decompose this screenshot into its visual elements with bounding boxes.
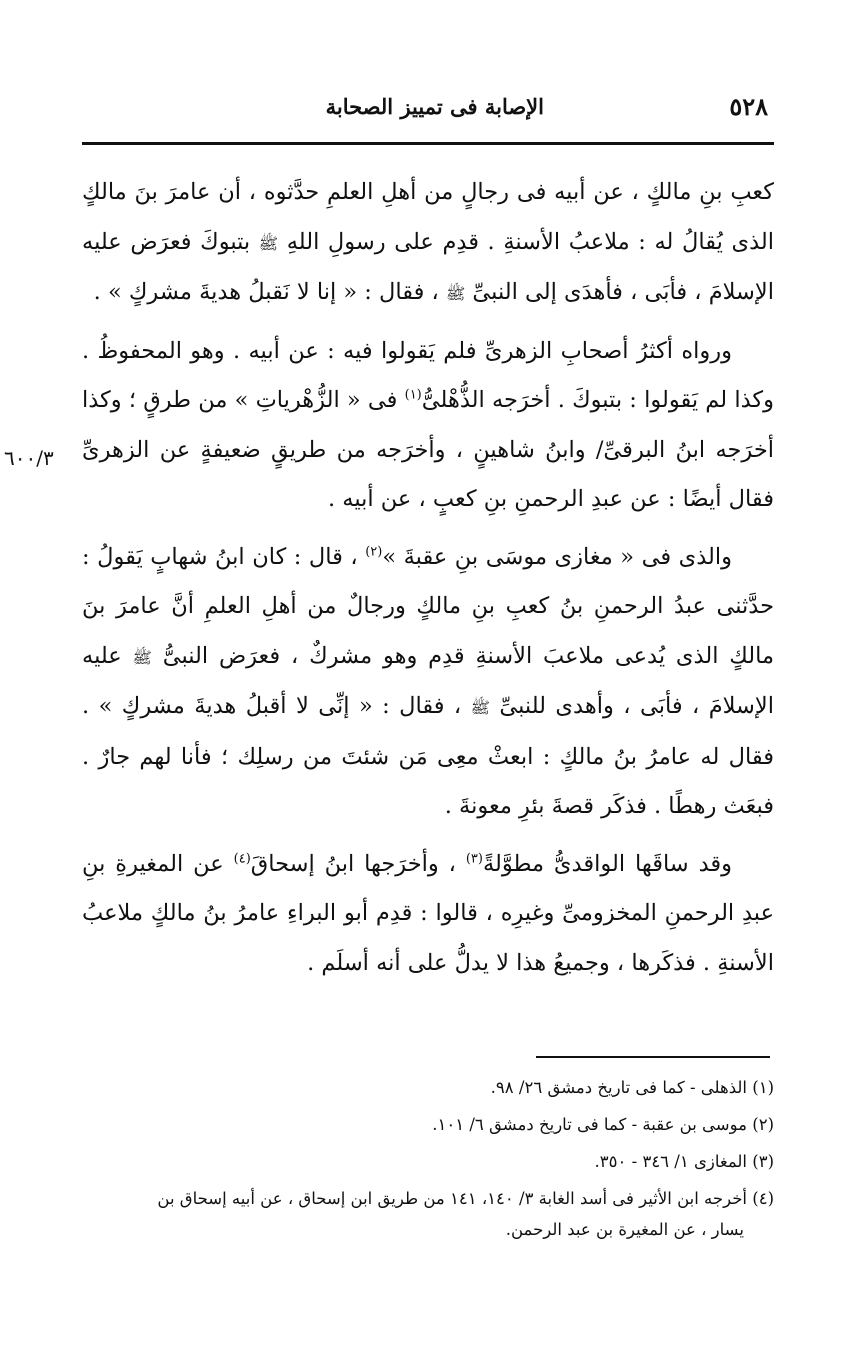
paragraph <box>82 168 774 319</box>
footnote-continuation: يسار ، عن المغيرة بن عبد الرحمن. <box>505 1220 744 1239</box>
footnote-rule <box>536 1056 770 1058</box>
text-run: ، فقال : « إنِّى لا أقبلُ هديةَ مشركٍ » . فقال له عامرُ بنُ مالكٍ : ابعثْ معِى مَن شئتَ من رسلِك ؛ فأنا لهم جارٌ . فبعَث رهطًا . فذكَر قصةَ بئرِ معونةَ . <box>82 693 774 819</box>
margin-reference: ٦٠٠/٣ <box>4 446 54 470</box>
salutation-symbol: ﷺ <box>132 647 152 667</box>
text-run: عن المغيرةِ بنِ عبدِ الرحمنِ المخزومىِّ وغيرِه ، قالوا : قدِم أبو البراءِ عامرُ بنُ مالكٍ ملاعبُ الأسنةِ . فذكَرها ، وجميعُ هذا لا يدلُّ على أنه أسلَم . <box>82 850 774 976</box>
footnote <box>84 1109 774 1140</box>
footnote-text: (٣) المغازى ١/ ٣٤٦ - ٣٥٠. <box>594 1152 774 1171</box>
footnote-text: (٢) موسى بن عقبة - كما فى تاريخ دمشق ٦/ ١٠١. <box>432 1115 774 1134</box>
footnote-marker: (٤) <box>233 851 251 866</box>
footnote-marker: (٣) <box>465 851 483 866</box>
paragraph <box>82 840 774 989</box>
text-run: ، فقال : « إنا لا نَقبلُ هديةَ مشركٍ » . <box>93 279 446 305</box>
footnote-text: (١) الذهلى - كما فى تاريخ دمشق ٢٦/ ٩٨. <box>490 1078 774 1097</box>
header-rule <box>82 142 774 145</box>
text-run: عليه الإسلامَ ، فأبَى ، وأهدى للنبىِّ <box>82 642 774 719</box>
footnote-text: (٤) أخرجه ابن الأثير فى أسد الغابة ٣/ ١٤٠، ١٤١ من طريق ابن إسحاق ، عن أبيه إسحاق بن <box>157 1189 774 1208</box>
text-run: وقد ساقَها الواقدىُّ مطوَّلةً <box>482 850 732 877</box>
main-text <box>82 168 774 996</box>
text-run: والذى فى « مغازى موسَى بنِ عقبةَ » <box>382 543 732 570</box>
footnote <box>84 1072 774 1103</box>
salutation-symbol: ﷺ <box>258 233 279 253</box>
salutation-symbol: ﷺ <box>470 698 490 717</box>
footnote <box>84 1183 774 1245</box>
text-run: ، قال : كان ابنُ شهابٍ يَقولُ : حدَّثنى عبدُ الرحمنِ بنُ كعبِ بنِ مالكٍ ورجالٌ من أهلِ العلمِ أنَّ عامرَ بنَ مالكٍ الذى يُدعى ملاعبَ الأسنةِ قدِم وهو مشركٌ ، فعرَض النبىُّ <box>82 543 774 669</box>
paragraph <box>82 327 774 525</box>
text-run: بتبوكَ فعرَض عليه الإسلامَ ، فأبَى ، فأهدَى إلى النبىِّ <box>82 228 774 305</box>
text-run: كعبِ بنِ مالكٍ ، عن أبيه فى رجالٍ من أهلِ العلمِ حدَّثوه ، أن عامرَ بنَ مالكٍ الذى يُقالُ له : ملاعبُ الأسنةِ . قدِم على رسولِ اللهِ <box>82 179 774 255</box>
footnote-marker: (٢) <box>365 544 383 559</box>
footnote-marker: (١) <box>404 387 422 403</box>
text-run: ورواه أكثرُ أصحابِ الزهرىِّ فلم يَقولوا فيه : عن أبيه . وهو المحفوظُ . وكذا لم يَقولوا : بتبوكَ . أخرَجه الذُّهْلىُّ <box>82 337 774 413</box>
page-number: ٥٢٨ <box>729 92 768 121</box>
page-header <box>82 86 772 126</box>
footnotes <box>84 1072 774 1251</box>
salutation-symbol: ﷺ <box>445 284 466 303</box>
text-run: ، وأخرَجها ابنُ إسحاقَ <box>250 850 466 877</box>
paragraph <box>82 533 774 832</box>
footnote <box>84 1146 774 1177</box>
running-title: الإصابة فى تمييز الصحابة <box>325 94 544 119</box>
text-run: فى « الزُّهْرياتِ » من طرقٍ ؛ وكذا أخرَجه ابنُ البرقىِّ/ وابنُ شاهينٍ ، وأخرَجه من طريقٍ ضعيفةٍ عن الزهرىِّ فقال أيضًا : عن عبدِ الرحمنِ بنِ كعبٍ ، عن أبيه . <box>82 387 774 512</box>
